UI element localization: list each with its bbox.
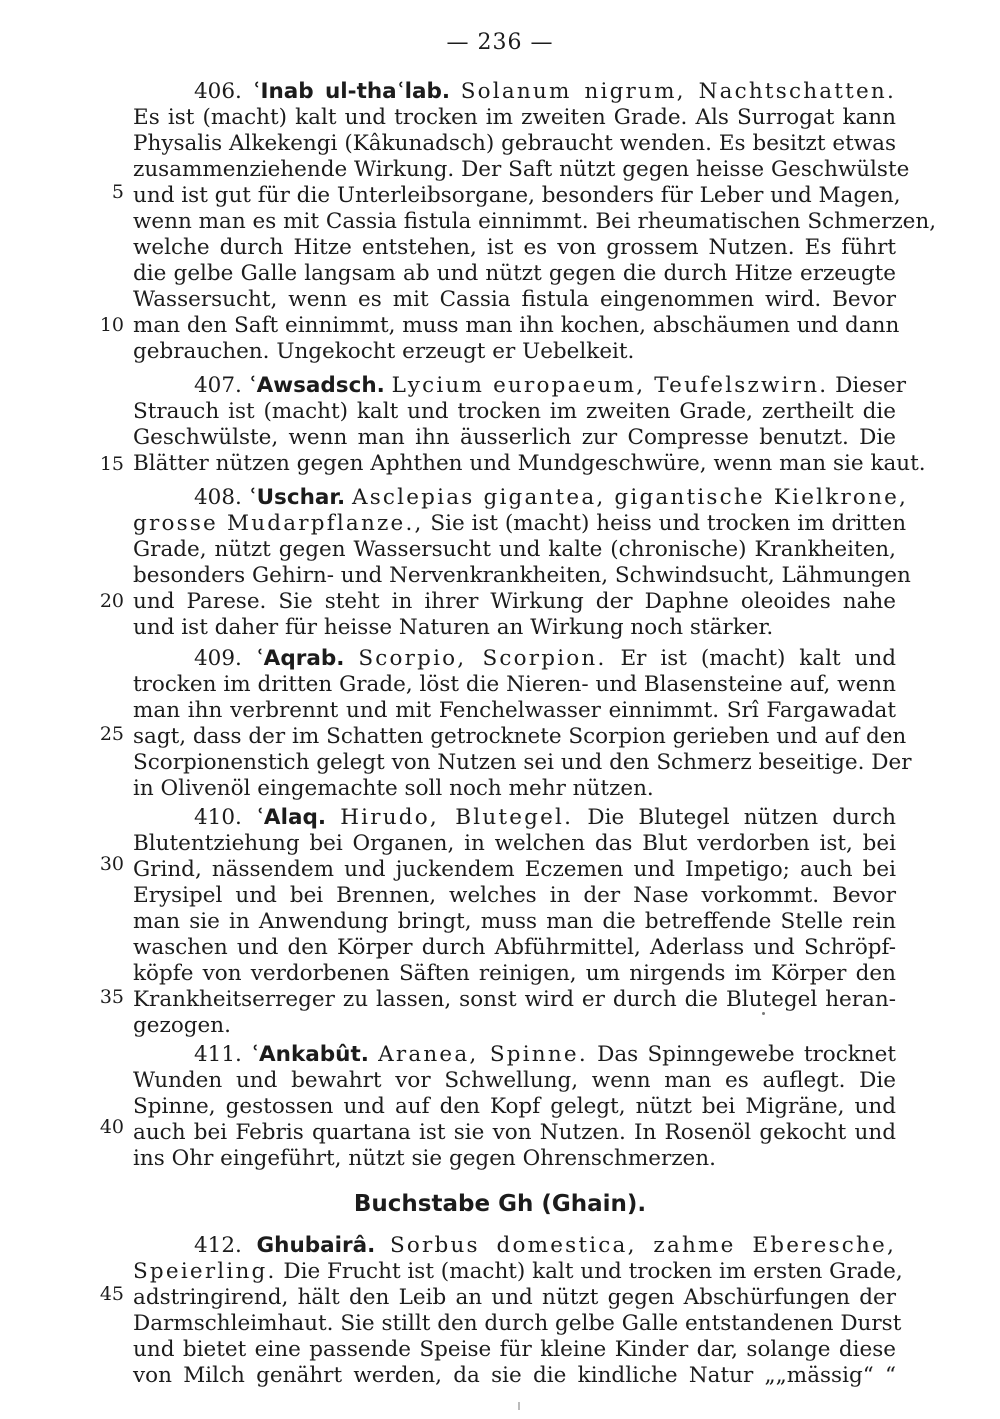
entry-406-heading [194,78,896,106]
print-speck [518,1402,520,1410]
text-line: ins Ohr eingeführt, nützt sie gegen Ohrenschmerzen. [133,1146,716,1171]
text-line: und ist gut für die Unterleibsorgane, besonders für Leber und Magen, [133,183,901,208]
text-line [133,510,907,538]
line-number: 30 [99,853,124,875]
text-line [133,1258,903,1286]
entry-410-heading [194,804,896,832]
line-number: 35 [99,986,124,1008]
entry-411-heading [194,1041,896,1069]
entry-number: 407. [194,373,242,398]
text-line: Wassersucht, wenn es mit Cassia fistula eingenommen wird. Bevor [133,287,896,312]
text-line: Wunden und bewahrt vor Schwellung, wenn man es auflegt. Die [133,1068,896,1093]
entry-latin-name: Sorbus domestica, zahme Eberesche, [389,1233,896,1258]
print-speck [762,1012,765,1015]
entry-headword: ʿAlaq. [256,805,327,830]
text-line: Blutentziehung bei Organen, in welchen das Blut verdorben ist, bei [133,831,896,856]
page-number: — 236 — [446,30,554,55]
line-number: 25 [99,723,124,745]
entry-text: Dieser [835,373,907,398]
entry-headword: ʿInab ul-thaʿlab. [252,79,451,104]
text-line: man den Saft einnimmt, muss man ihn kochen, abschäumen und dann [133,313,900,338]
entry-text: Die Blutegel nützen durch [587,805,896,830]
entry-headword: Ghubairâ. [256,1233,376,1258]
entry-407-heading [194,372,907,400]
entry-headword: ʿAqrab. [255,646,345,671]
entry-number: 409. [194,646,242,671]
text-line: Grind, nässendem und juckendem Eczemen und Impetigo; auch bei [133,857,896,882]
text-line: Blätter nützen gegen Aphthen und Mundgeschwüre, wenn man sie kaut. [133,451,926,476]
text-line: die gelbe Galle langsam ab und nützt gegen die durch Hitze erzeugte [133,261,896,286]
text-line: besonders Gehirn- und Nervenkrankheiten, Schwindsucht, Lähmungen [133,563,911,588]
text-line: und Parese. Sie steht in ihrer Wirkung der Daphne oleoides nahe [133,589,896,614]
text-line: Physalis Alkekengi (Kâkunadsch) gebraucht wenden. Es besitzt etwas [133,131,896,156]
text-line: auch bei Febris quartana ist sie von Nutzen. In Rosenöl gekocht und [133,1120,896,1145]
text-line: in Olivenöl eingemachte soll noch mehr nützen. [133,776,654,801]
text-line: man sie in Anwendung bringt, muss man die betreffende Stelle rein [133,909,896,934]
text-line: Scorpionenstich gelegt von Nutzen sei und den Schmerz beseitige. Der [133,750,912,775]
text-line: Spinne, gestossen und auf den Kopf gelegt, nützt bei Migräne, und [133,1094,896,1119]
text-line: sagt, dass der im Schatten getrocknete Scorpion gerieben und auf den [133,724,907,749]
text-line: köpfe von verdorbenen Säften reinigen, um nirgends im Körper den [133,961,896,986]
text-line: wenn man es mit Cassia fistula einnimmt. Bei rheumatischen Schmerzen, [133,209,937,234]
entry-headword: ʿAnkabût. [251,1042,369,1067]
entry-latin-name: grosse Mudarpflanze., [133,511,424,536]
text-line: Geschwülste, wenn man ihn äusserlich zur Compresse benutzt. Die [133,425,896,450]
text-line: Erysipel und bei Brennen, welches in der Nase vorkommt. Bevor [133,883,896,908]
entry-text: Er ist (macht) kalt und [620,646,897,671]
text-line: man ihn verbrennt und mit Fenchelwasser einnimmt. Srî Fargawadat [133,698,896,723]
text-line: Darmschleimhaut. Sie stillt den durch gelbe Galle entstandenen Durst [133,1311,902,1336]
entry-latin-name: Lycium europaeum, Teufelszwirn. [391,373,829,398]
entry-headword: ʿAwsadsch. [248,373,385,398]
entry-412-heading [194,1232,896,1260]
entry-text: Sie ist (macht) heiss und trocken im dritten [430,511,907,536]
text-line: zusammenziehende Wirkung. Der Saft nützt gegen heisse Geschwülste [133,157,910,182]
entry-latin-name: Aranea, Spinne. [378,1042,588,1067]
entry-latin-name: Scorpio, Scorpion. [358,646,607,671]
entry-number: 410. [194,805,242,830]
text-line: und ist daher für heisse Naturen an Wirkung noch stärker. [133,615,774,640]
text-line: Es ist (macht) kalt und trocken im zweiten Grade. Als Surrogat kann [133,105,896,130]
line-number: 10 [99,314,124,336]
line-number: 20 [99,590,124,612]
entry-number: 406. [194,79,242,104]
line-number: 40 [99,1116,124,1138]
entry-latin-name: Hirudo, Blutegel. [340,805,574,830]
entry-latin-name: Solanum nigrum, Nachtschatten. [460,79,896,104]
entry-number: 412. [194,1233,242,1258]
line-number: 15 [99,453,124,475]
entry-headword: ʿUschar. [248,485,346,510]
text-line: trocken im dritten Grade, löst die Nieren- und Blasensteine auf, wenn [133,672,896,697]
text-line: von Milch genährt werden, da sie die kindliche Natur „„mässig“ “ [133,1363,896,1388]
text-line: Grade, nützt gegen Wassersucht und kalte (chronische) Krankheiten, [133,537,896,562]
entry-text: Das Spinngewebe trocknet [597,1042,896,1067]
entry-text: Die Frucht ist (macht) kalt und trocken im ersten Grade, [283,1259,903,1284]
entry-408-heading [194,484,909,512]
text-line: gezogen. [133,1013,231,1038]
entry-latin-name: Asclepias gigantea, gigantische Kielkrone, [351,485,909,510]
text-line: welche durch Hitze entstehen, ist es von grossem Nutzen. Es führt [133,235,896,260]
line-number: 45 [99,1283,124,1305]
line-number: 5 [111,181,124,203]
entry-number: 411. [194,1042,242,1067]
text-line: waschen und den Körper durch Abführmittel, Aderlass und Schröpf- [133,935,896,960]
text-line: adstringirend, hält den Leib an und nützt gegen Abschürfungen der [133,1285,896,1310]
text-line: gebrauchen. Ungekocht erzeugt er Uebelkeit. [133,339,635,364]
text-line: Krankheitserreger zu lassen, sonst wird er durch die Blutegel heran- [133,987,896,1012]
entry-409-heading [194,645,896,673]
entry-latin-name: Speierling. [133,1259,277,1284]
text-line: Strauch ist (macht) kalt und trocken im zweiten Grade, zertheilt die [133,399,896,424]
section-heading: Buchstabe Gh (Ghain). [353,1191,647,1217]
entry-number: 408. [194,485,242,510]
text-line: und bietet eine passende Speise für kleine Kinder dar, solange diese [133,1337,896,1362]
